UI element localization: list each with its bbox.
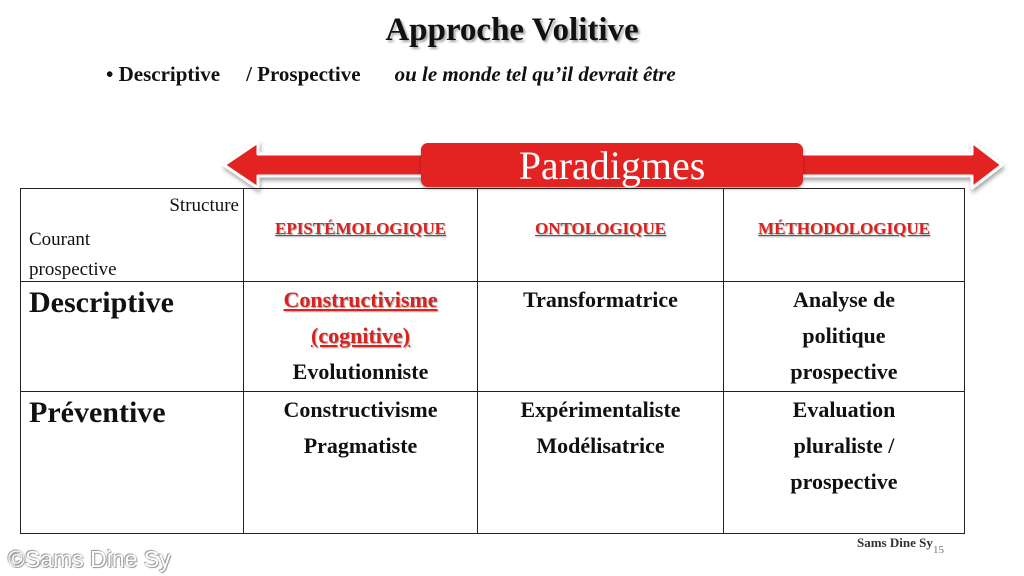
- cell-descriptive-metho: Analyse de politique prospective: [724, 282, 965, 392]
- row-label-preventive: Préventive: [21, 392, 244, 534]
- table-corner-cell: [21, 189, 244, 282]
- table-header-row: [21, 189, 965, 282]
- subtitle-descriptive: Descriptive: [118, 62, 221, 86]
- table-row: [21, 392, 965, 534]
- subtitle-description: ou le monde tel qu’il devrait être: [394, 62, 676, 86]
- cell-descriptive-onto: Transformatrice: [478, 282, 724, 392]
- paradigm-label: Paradigmes: [518, 143, 706, 188]
- corner-courant-label: Courant prospective: [29, 229, 117, 280]
- cell-preventive-onto: Expérimentaliste Modélisatrice: [478, 392, 724, 534]
- subtitle-prospective: / Prospective: [246, 62, 361, 86]
- row-label-descriptive: Descriptive: [21, 282, 244, 392]
- corner-structure-label: Structure: [169, 195, 239, 216]
- cell-descriptive-epistemo: Constructivisme (cognitive) Evolutionniste: [244, 282, 478, 392]
- cell-preventive-epistemo: Constructivisme Pragmatiste: [244, 392, 478, 534]
- cell-preventive-metho: Evaluation pluraliste / prospective: [724, 392, 965, 534]
- copyright-watermark: ©Sams Dine Sy: [8, 546, 171, 572]
- footer-author: Sams Dine Sy: [857, 535, 933, 550]
- subtitle-bullet: •: [106, 62, 114, 86]
- paradigm-table: [20, 188, 965, 534]
- header-methodologique: MÉTHODOLOGIQUE: [724, 189, 965, 282]
- header-epistemologique: EPISTÉMOLOGIQUE: [244, 189, 478, 282]
- slide-title: Approche Volitive: [385, 12, 639, 48]
- header-ontologique: ONTOLOGIQUE: [478, 189, 724, 282]
- page-number: 15: [933, 544, 944, 556]
- table-row: [21, 282, 965, 392]
